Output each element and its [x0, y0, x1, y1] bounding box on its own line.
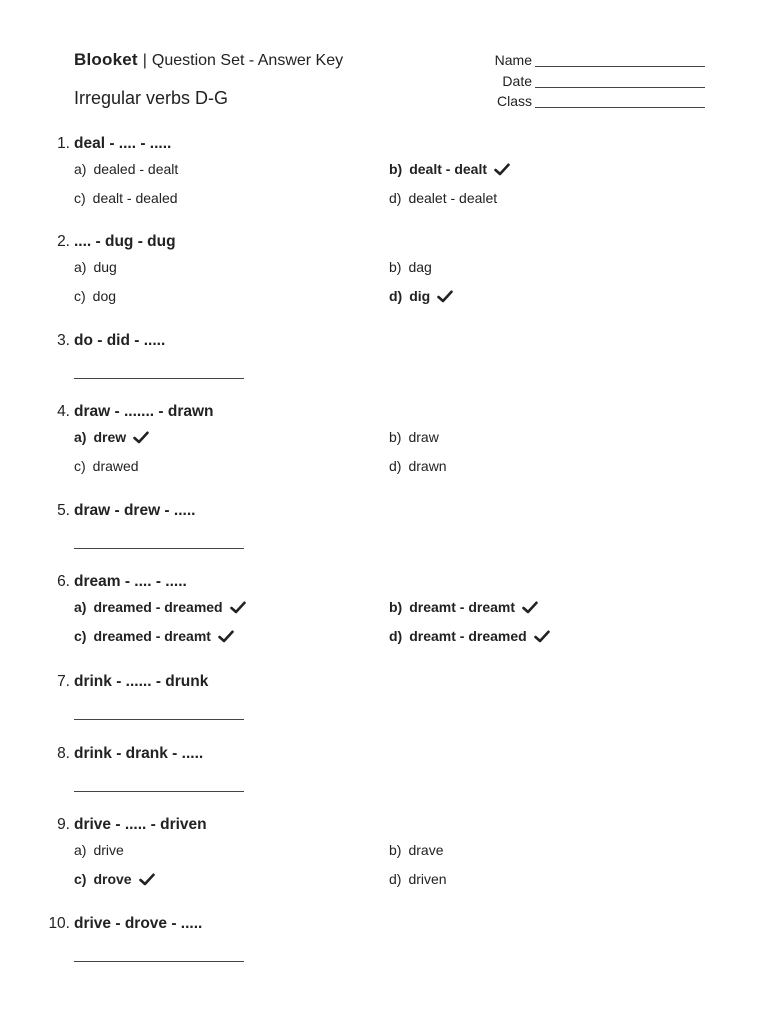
- answer-option-d: [389, 458, 447, 474]
- option-text: dealet - dealet: [408, 190, 498, 206]
- option-letter: b): [389, 599, 403, 615]
- answer-option-c: [74, 628, 234, 644]
- answer-option-c: [74, 288, 116, 304]
- answer-line: [74, 548, 244, 549]
- option-letter: b): [389, 161, 403, 177]
- question-number: 9.: [57, 816, 70, 833]
- question-text: drive - drove - .....: [74, 915, 203, 932]
- option-text: drawed: [92, 458, 139, 474]
- class-label: Class: [496, 93, 532, 109]
- answer-option-b: [389, 599, 538, 615]
- question-number: 7.: [57, 673, 70, 690]
- option-letter: a): [74, 599, 87, 615]
- answer-option-a: [74, 259, 117, 275]
- answer-option-a: [74, 161, 178, 177]
- question-number: 2.: [57, 233, 70, 250]
- question-text: deal - .... - .....: [74, 135, 172, 152]
- answer-line: [74, 719, 244, 720]
- question-text: drink - ...... - drunk: [74, 673, 209, 690]
- question-number: 1.: [57, 135, 70, 152]
- option-letter: d): [389, 628, 403, 644]
- name-label: Name: [494, 52, 532, 68]
- option-text: drew: [93, 429, 127, 445]
- answer-option-d: [389, 288, 453, 304]
- answer-line: [74, 961, 244, 962]
- option-text: dreamt - dreamed: [409, 628, 527, 644]
- option-text: drawn: [408, 458, 447, 474]
- checkmark-icon: [522, 601, 538, 614]
- checkmark-icon: [139, 873, 155, 886]
- question-number: 10.: [48, 915, 70, 932]
- answer-option-c: [74, 871, 155, 887]
- option-letter: d): [389, 871, 402, 887]
- class-line: [535, 107, 705, 108]
- option-letter: a): [74, 259, 87, 275]
- option-text: drave: [408, 842, 444, 858]
- answer-line: [74, 378, 244, 379]
- option-letter: d): [389, 458, 402, 474]
- option-letter: a): [74, 161, 87, 177]
- answer-option-a: [74, 842, 124, 858]
- option-text: drive: [93, 842, 124, 858]
- checkmark-icon: [230, 601, 246, 614]
- option-text: dig: [409, 288, 431, 304]
- question-text: draw - ....... - drawn: [74, 403, 214, 420]
- question-text: .... - dug - dug: [74, 233, 176, 250]
- brand-logo: Blooket: [74, 50, 138, 69]
- option-letter: c): [74, 458, 86, 474]
- option-letter: c): [74, 190, 86, 206]
- option-letter: b): [389, 259, 402, 275]
- answer-option-d: [389, 628, 550, 644]
- option-text: dealt - dealt: [409, 161, 488, 177]
- answer-option-b: [389, 429, 439, 445]
- date-field: [460, 73, 710, 94]
- header-separator: |: [142, 52, 147, 69]
- option-letter: c): [74, 871, 87, 887]
- date-line: [535, 87, 705, 88]
- option-text: driven: [408, 871, 447, 887]
- option-text: dug: [93, 259, 117, 275]
- checkmark-icon: [534, 630, 550, 643]
- answer-option-b: [389, 259, 432, 275]
- student-info-fields: [460, 52, 710, 114]
- answer-line: [74, 791, 244, 792]
- question-number: 6.: [57, 573, 70, 590]
- option-letter: a): [74, 429, 87, 445]
- option-text: dog: [92, 288, 117, 304]
- option-text: dreamed - dreamed: [93, 599, 223, 615]
- answer-option-d: [389, 190, 497, 206]
- question-text: drive - ..... - driven: [74, 816, 207, 833]
- option-letter: b): [389, 429, 402, 445]
- option-letter: c): [74, 288, 86, 304]
- option-text: dreamt - dreamt: [409, 599, 516, 615]
- option-letter: b): [389, 842, 402, 858]
- answer-option-a: [74, 599, 246, 615]
- name-line: [535, 66, 705, 67]
- option-text: dreamed - dreamt: [93, 628, 211, 644]
- option-text: dag: [408, 259, 432, 275]
- question-number: 3.: [57, 332, 70, 349]
- worksheet-header: [74, 50, 343, 70]
- option-letter: d): [389, 190, 402, 206]
- checkmark-icon: [218, 630, 234, 643]
- question-number: 4.: [57, 403, 70, 420]
- question-text: drink - drank - .....: [74, 745, 204, 762]
- checkmark-icon: [437, 290, 453, 303]
- answer-option-b: [389, 842, 443, 858]
- class-field: [460, 93, 710, 114]
- answer-option-c: [74, 458, 139, 474]
- worksheet-subtitle: Irregular verbs D-G: [74, 88, 229, 108]
- question-text: draw - drew - .....: [74, 502, 196, 519]
- checkmark-icon: [133, 431, 149, 444]
- answer-option-c: [74, 190, 178, 206]
- option-text: drove: [93, 871, 132, 887]
- date-label: Date: [502, 72, 532, 89]
- question-text: dream - .... - .....: [74, 573, 187, 590]
- name-field: [460, 52, 710, 73]
- question-text: do - did - .....: [74, 332, 166, 349]
- checkmark-icon: [494, 163, 510, 176]
- option-text: draw: [408, 429, 439, 445]
- answer-option-a: [74, 429, 149, 445]
- answer-option-b: [389, 161, 510, 177]
- option-text: dealed - dealt: [93, 161, 179, 177]
- option-letter: d): [389, 288, 403, 304]
- option-letter: c): [74, 628, 87, 644]
- page-title: Question Set - Answer Key: [151, 52, 344, 69]
- question-number: 8.: [57, 745, 70, 762]
- answer-option-d: [389, 871, 447, 887]
- option-letter: a): [74, 842, 87, 858]
- option-text: dealt - dealed: [92, 190, 178, 206]
- question-number: 5.: [57, 502, 70, 519]
